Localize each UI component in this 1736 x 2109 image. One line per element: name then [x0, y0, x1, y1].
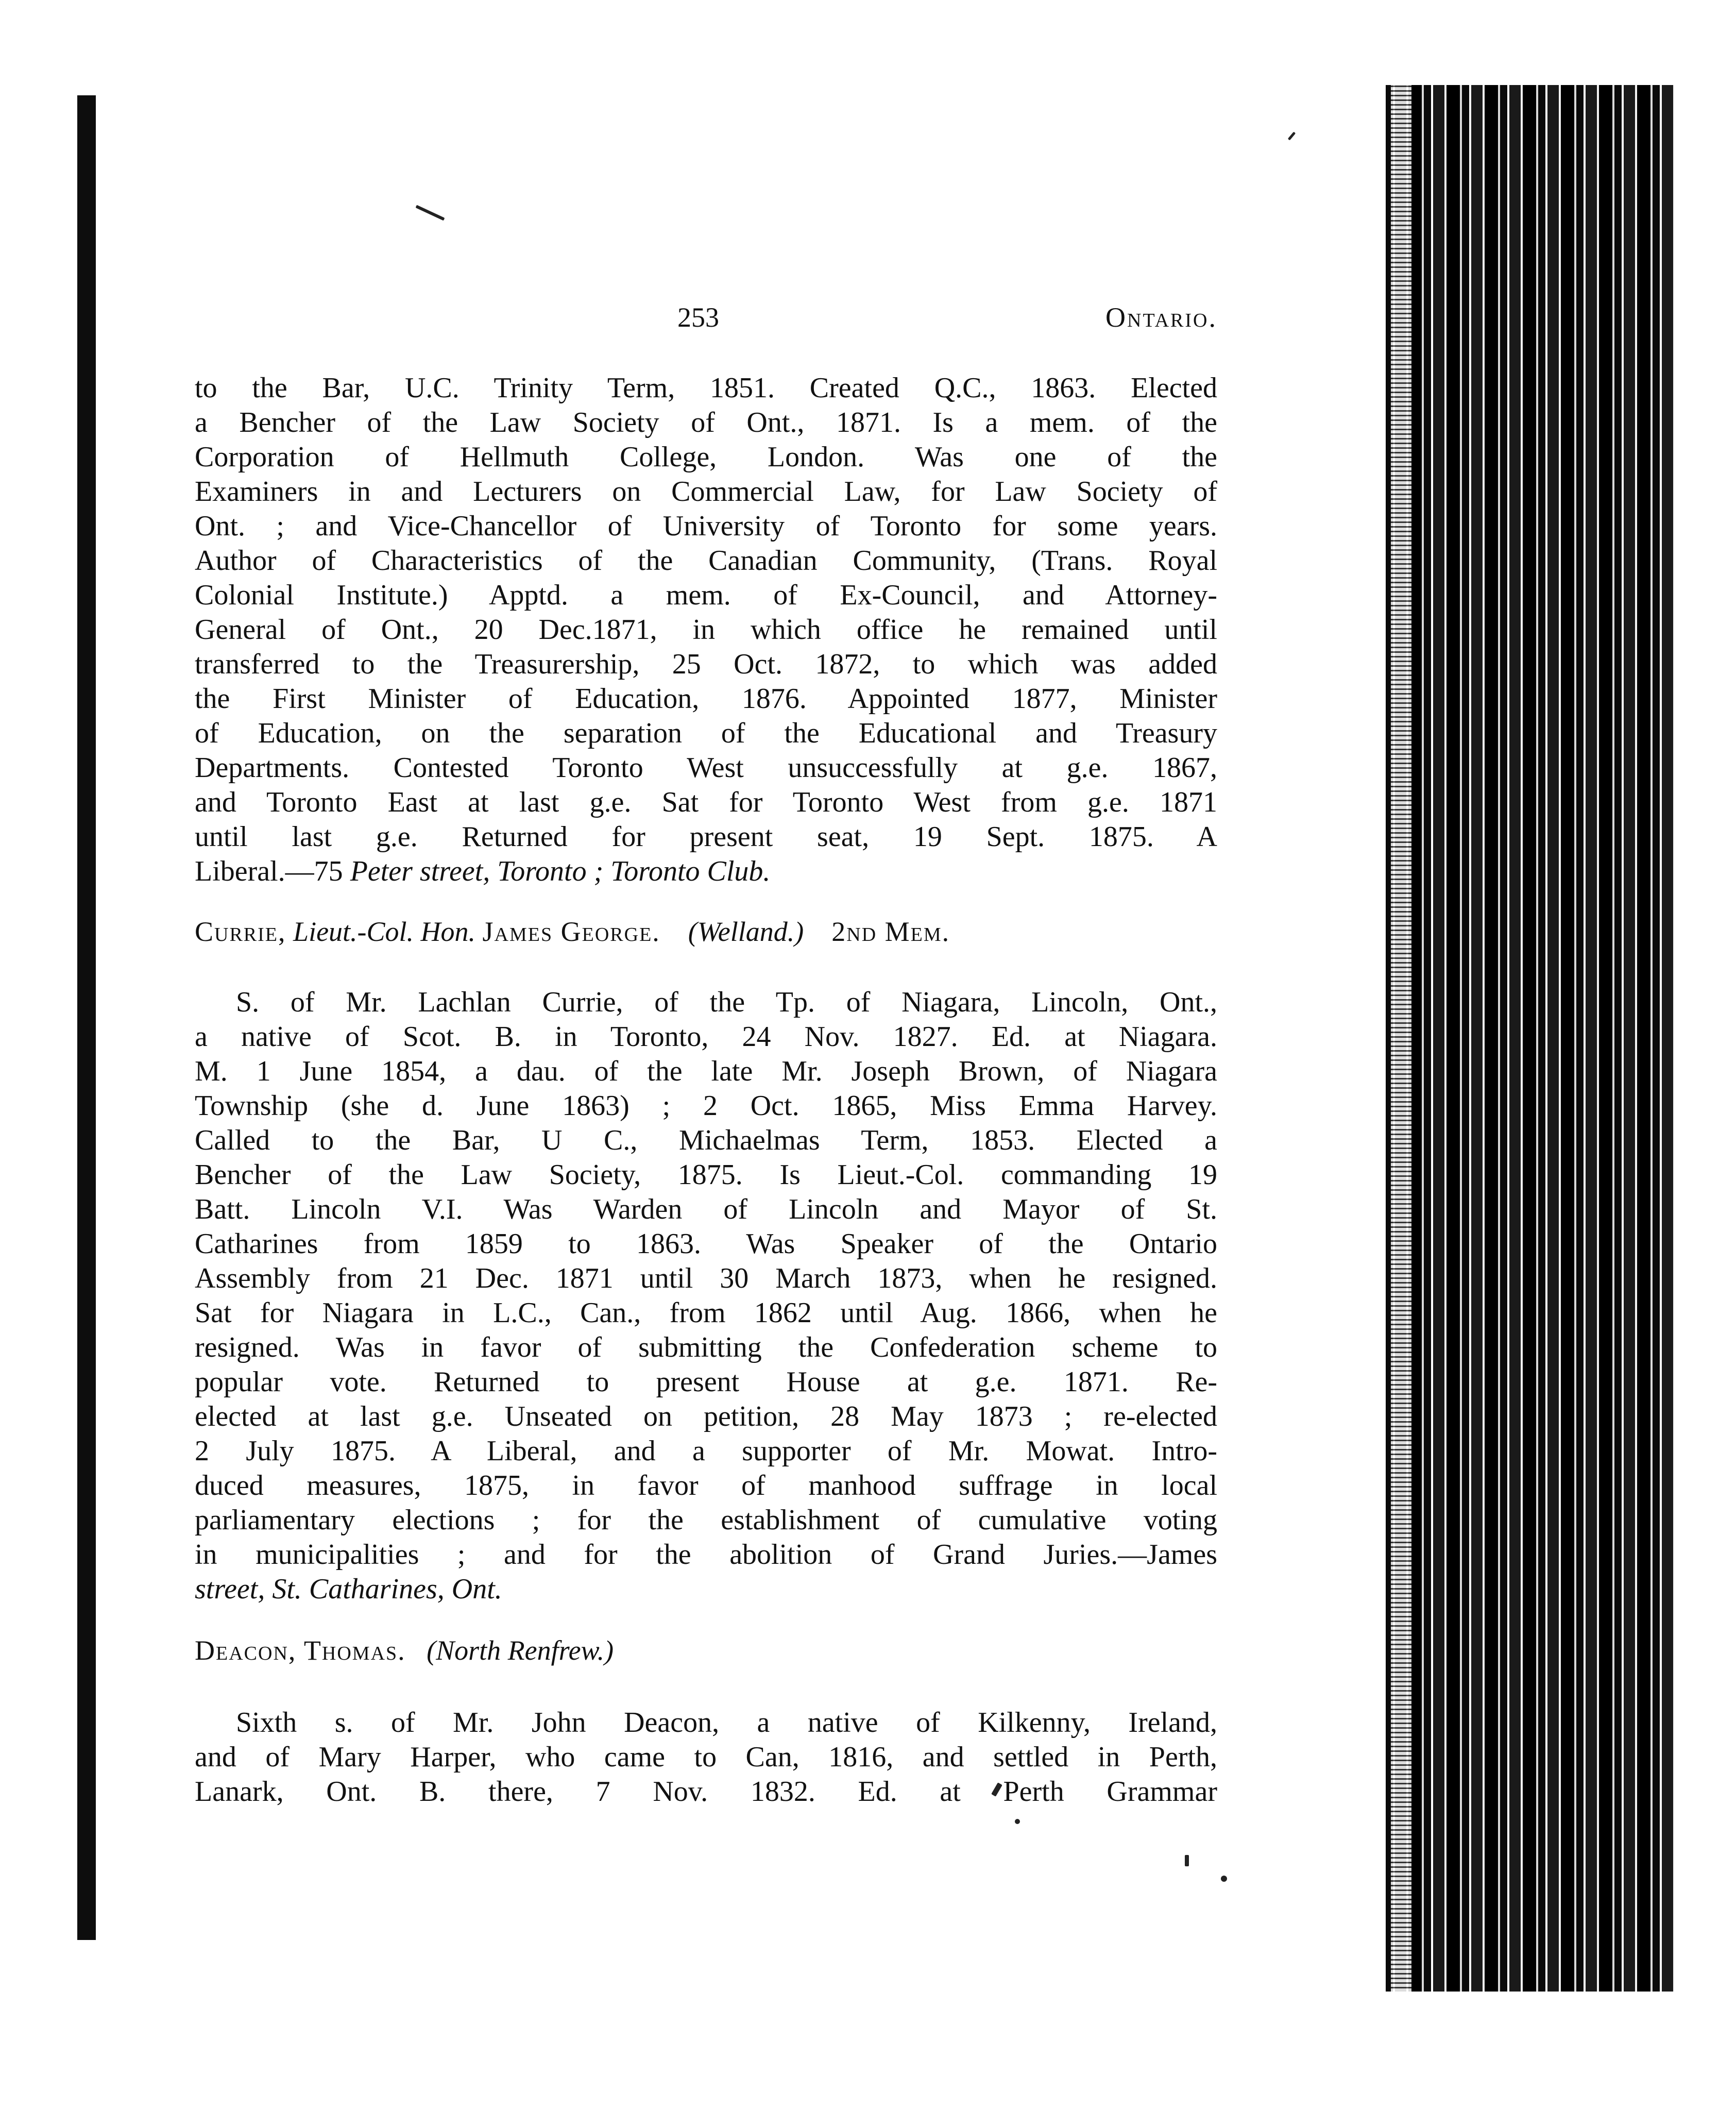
text-line: and of Mary Harper, who came to Can, 1816, and settled in Perth,: [195, 1741, 1217, 1773]
page-number: 253: [677, 302, 719, 333]
text-line: General of Ont., 20 Dec.1871, in which office he remained until: [195, 614, 1217, 646]
text-line: duced measures, 1875, in favor of manhood suffrage in local: [195, 1470, 1217, 1501]
scan-speck: [1288, 131, 1296, 140]
text-line: Catharines from 1859 to 1863. Was Speaker of the Ontario: [195, 1228, 1217, 1260]
text-line: popular vote. Returned to present House at g.e. 1871. Re-: [195, 1366, 1217, 1398]
entry-heading-deacon: [195, 1633, 1217, 1668]
text-line: Sixth s. of Mr. John Deacon, a native of Kilkenny, Ireland,: [236, 1707, 1217, 1739]
text-line: Lanark, Ont. B. there, 7 Nov. 1832. Ed. at Perth Grammar: [195, 1776, 1217, 1808]
text-line: M. 1 June 1854, a dau. of the late Mr. Joseph Brown, of Niagara: [195, 1055, 1217, 1087]
text-line: transferred to the Treasurership, 25 Oct. 1872, to which was added: [195, 648, 1217, 680]
entry-surname: Currie,: [195, 916, 286, 947]
entry-member-seat: 2nd Mem.: [831, 916, 950, 947]
text-line: a Bencher of the Law Society of Ont., 1871. Is a mem. of the: [195, 407, 1217, 438]
text-fragment: Liberal.—75: [195, 855, 350, 887]
text-line-last: [195, 854, 1217, 889]
entry-heading-currie: [195, 915, 1217, 949]
left-page-edge-shadow: [77, 95, 96, 1940]
text-line: Called to the Bar, U C., Michaelmas Term, 1853. Elected a: [195, 1124, 1217, 1156]
text-line: Colonial Institute.) Apptd. a mem. of Ex-Council, and Attorney-: [195, 579, 1217, 611]
text-line: a native of Scot. B. in Toronto, 24 Nov. 1827. Ed. at Niagara.: [195, 1021, 1217, 1053]
text-line: Ont. ; and Vice-Chancellor of University of Toronto for some years.: [195, 510, 1217, 542]
text-line: elected at last g.e. Unseated on petition, 28 May 1873 ; re-elected: [195, 1401, 1217, 1432]
scan-speck: [1185, 1855, 1189, 1866]
text-line: Assembly from 21 Dec. 1871 until 30 March 1873, when he resigned.: [195, 1262, 1217, 1294]
entry-title: Lieut.-Col. Hon.: [293, 916, 476, 947]
entry-name: Deacon, Thomas.: [195, 1635, 406, 1666]
address: Peter street, Toronto ; Toronto Club.: [350, 855, 771, 887]
text-line: resigned. Was in favor of submitting the Confederation scheme to: [195, 1331, 1217, 1363]
right-gutter-scan-artifact: [1386, 85, 1674, 1992]
entry-riding: (North Renfrew.): [427, 1635, 614, 1666]
text-line: S. of Mr. Lachlan Currie, of the Tp. of Niagara, Lincoln, Ont.,: [236, 986, 1217, 1018]
text-line: in municipalities ; and for the abolition of Grand Juries.—James: [195, 1539, 1217, 1571]
text-line: and Toronto East at last g.e. Sat for Toronto West from g.e. 1871: [195, 786, 1217, 818]
text-line-last: [195, 1572, 1217, 1607]
entry-deacon-body: [195, 1706, 1217, 1809]
text-line: Batt. Lincoln V.I. Was Warden of Lincoln and Mayor of St.: [195, 1193, 1217, 1225]
entry-riding: (Welland.): [688, 916, 804, 947]
entry-given-names: James George.: [482, 916, 660, 947]
text-line: of Education, on the separation of the Educational and Treasury: [195, 717, 1217, 749]
gutter-edge-noise: [1391, 85, 1411, 1992]
text-line: Corporation of Hellmuth College, London. Was one of the: [195, 441, 1217, 473]
text-line: Township (she d. June 1863) ; 2 Oct. 1865, Miss Emma Harvey.: [195, 1090, 1217, 1122]
text-line: until last g.e. Returned for present seat, 19 Sept. 1875. A: [195, 821, 1217, 853]
running-head: [195, 301, 1217, 338]
text-line: Sat for Niagara in L.C., Can., from 1862 until Aug. 1866, when he: [195, 1297, 1217, 1329]
scan-speck: [1015, 1819, 1020, 1824]
text-line: Author of Characteristics of the Canadian Community, (Trans. Royal: [195, 545, 1217, 577]
scan-speck: [416, 205, 445, 221]
address: street, St. Catharines, Ont.: [195, 1573, 502, 1605]
entry-crooks-continuation: [195, 371, 1217, 889]
text-line: parliamentary elections ; for the establishment of cumulative voting: [195, 1504, 1217, 1536]
section-title: Ontario.: [1105, 302, 1217, 333]
scan-speck: [1221, 1876, 1227, 1882]
text-line: the First Minister of Education, 1876. Appointed 1877, Minister: [195, 683, 1217, 715]
text-line: Examiners in and Lecturers on Commercial Law, for Law Society of: [195, 476, 1217, 508]
text-line: 2 July 1875. A Liberal, and a supporter of Mr. Mowat. Intro-: [195, 1435, 1217, 1467]
text-line: Bencher of the Law Society, 1875. Is Lieut.-Col. commanding 19: [195, 1159, 1217, 1191]
text-line: Departments. Contested Toronto West unsuccessfully at g.e. 1867,: [195, 752, 1217, 784]
entry-currie-body: [195, 985, 1217, 1607]
text-line: to the Bar, U.C. Trinity Term, 1851. Created Q.C., 1863. Elected: [195, 372, 1217, 404]
